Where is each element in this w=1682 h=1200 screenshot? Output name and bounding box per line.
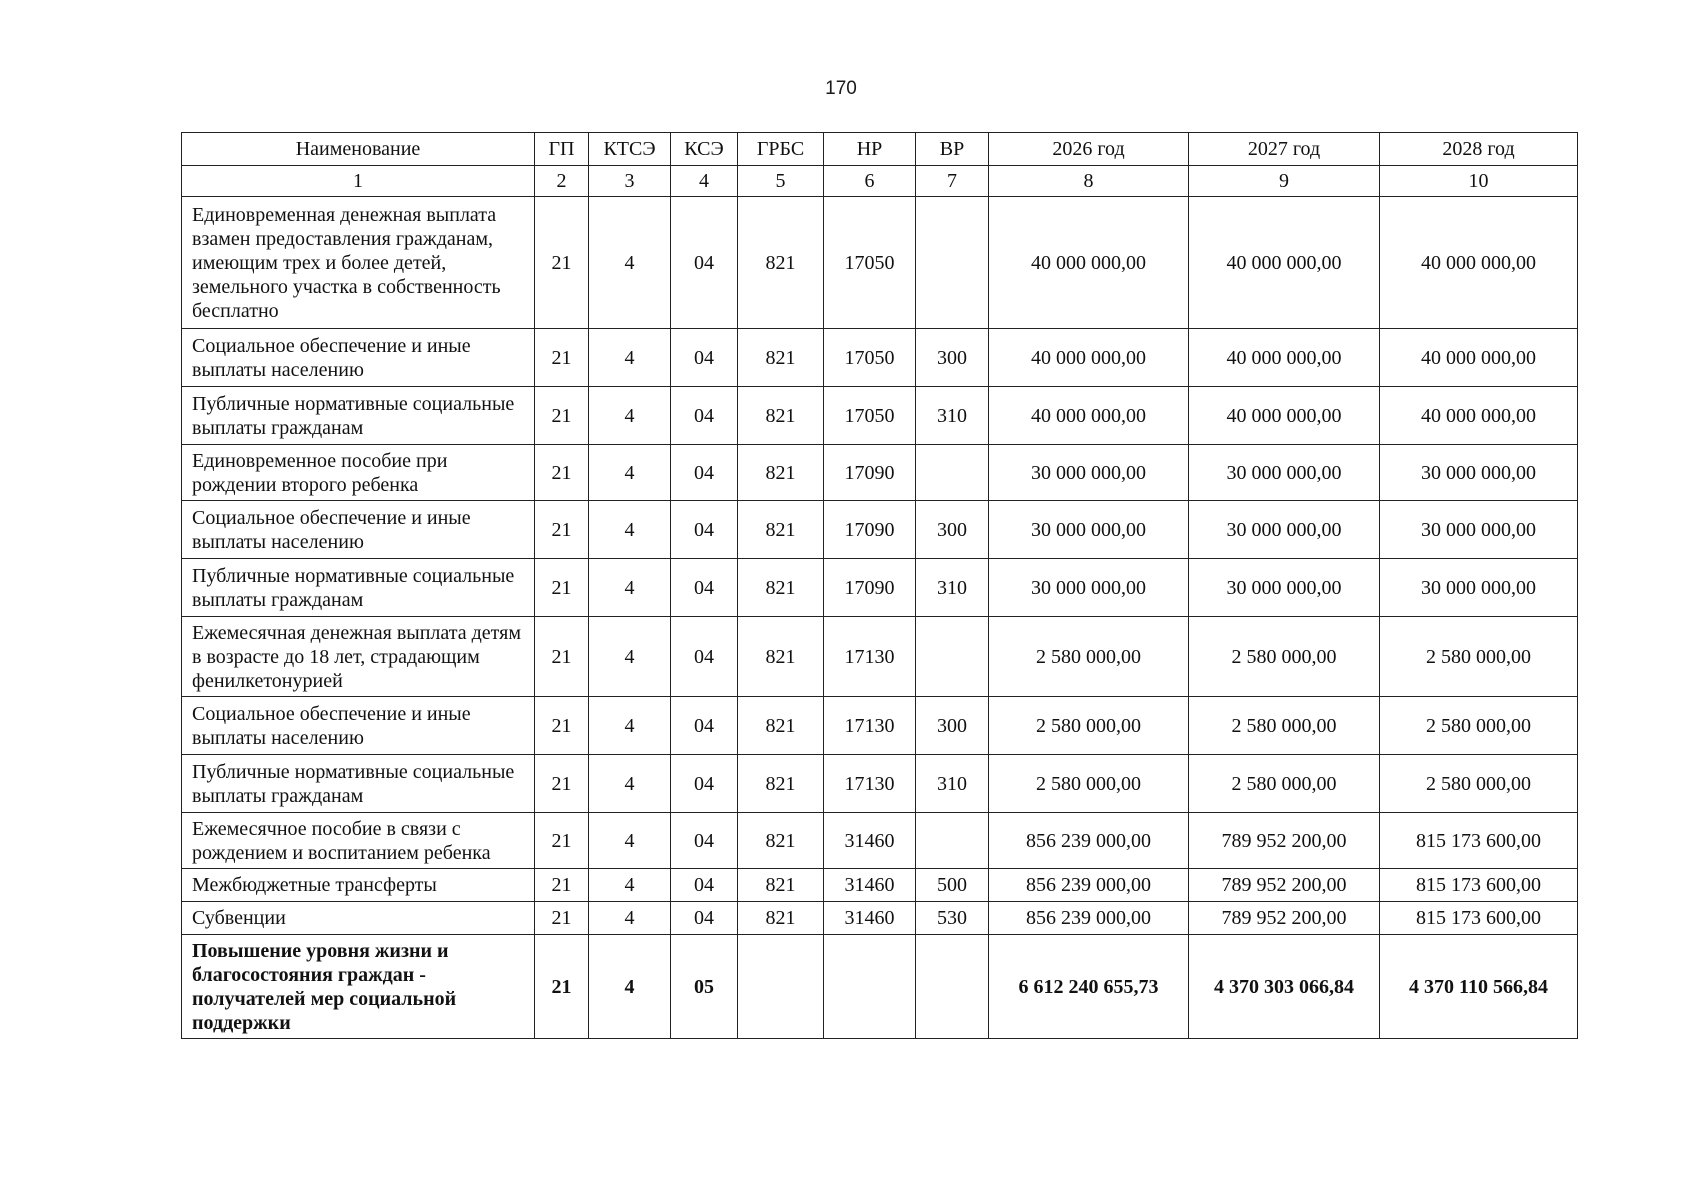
- header-2028: 2028 год: [1380, 133, 1578, 166]
- amount-2026-cell: 40 000 000,00: [989, 197, 1189, 329]
- column-number: 5: [738, 166, 824, 197]
- kse-cell: 04: [671, 197, 738, 329]
- table-row: [182, 617, 1578, 697]
- amount-2027-cell: 2 580 000,00: [1189, 697, 1380, 755]
- amount-2026-cell: 2 580 000,00: [989, 755, 1189, 813]
- ktse-cell: 4: [589, 813, 671, 869]
- amount-2026-cell: 2 580 000,00: [989, 617, 1189, 697]
- ktse-cell: 4: [589, 902, 671, 935]
- amount-2026-cell: 30 000 000,00: [989, 501, 1189, 559]
- gp-cell: 21: [535, 869, 589, 902]
- nr-cell: 17130: [824, 617, 916, 697]
- row-name-cell: Социальное обеспечение и иные выплаты населению: [182, 697, 535, 755]
- row-name-cell: Единовременное пособие при рождении второго ребенка: [182, 445, 535, 501]
- kse-cell: 04: [671, 697, 738, 755]
- row-name-cell: Единовременная денежная выплата взамен предоставления гражданам, имеющим трех и более детей, земельного участка в собственность бесплатно: [182, 197, 535, 329]
- gp-cell: 21: [535, 559, 589, 617]
- nr-cell: 31460: [824, 902, 916, 935]
- header-grbs: ГРБС: [738, 133, 824, 166]
- gp-cell: 21: [535, 197, 589, 329]
- vr-cell: 310: [916, 387, 989, 445]
- amount-2028-cell: 30 000 000,00: [1380, 559, 1578, 617]
- nr-cell: 17050: [824, 329, 916, 387]
- kse-cell: 04: [671, 387, 738, 445]
- vr-cell: 300: [916, 697, 989, 755]
- header-gp: ГП: [535, 133, 589, 166]
- table-row: [182, 329, 1578, 387]
- ktse-cell: 4: [589, 617, 671, 697]
- table-row-total: [182, 935, 1578, 1039]
- amount-2027-cell: 30 000 000,00: [1189, 501, 1380, 559]
- amount-2028-cell: 30 000 000,00: [1380, 501, 1578, 559]
- amount-2028-cell: 815 173 600,00: [1380, 813, 1578, 869]
- kse-cell: 04: [671, 445, 738, 501]
- ktse-cell: 4: [589, 197, 671, 329]
- header-name: Наименование: [182, 133, 535, 166]
- table-row: [182, 755, 1578, 813]
- nr-cell: 17090: [824, 501, 916, 559]
- table-row: [182, 387, 1578, 445]
- grbs-cell: 821: [738, 329, 824, 387]
- kse-cell: 04: [671, 755, 738, 813]
- amount-2026-cell: 6 612 240 655,73: [989, 935, 1189, 1039]
- row-name-cell: Социальное обеспечение и иные выплаты населению: [182, 501, 535, 559]
- row-name-cell: Повышение уровня жизни и благосостояния граждан - получателей мер социальной поддержки: [182, 935, 535, 1039]
- kse-cell: 04: [671, 902, 738, 935]
- table-row: [182, 813, 1578, 869]
- kse-cell: 04: [671, 617, 738, 697]
- amount-2026-cell: 2 580 000,00: [989, 697, 1189, 755]
- amount-2027-cell: 789 952 200,00: [1189, 869, 1380, 902]
- amount-2027-cell: 30 000 000,00: [1189, 559, 1380, 617]
- nr-cell: 17050: [824, 387, 916, 445]
- grbs-cell: 821: [738, 902, 824, 935]
- nr-cell: 17050: [824, 197, 916, 329]
- amount-2026-cell: 40 000 000,00: [989, 329, 1189, 387]
- amount-2027-cell: 789 952 200,00: [1189, 902, 1380, 935]
- ktse-cell: 4: [589, 935, 671, 1039]
- grbs-cell: [738, 935, 824, 1039]
- column-number-row: [182, 166, 1578, 197]
- header-2027: 2027 год: [1189, 133, 1380, 166]
- gp-cell: 21: [535, 387, 589, 445]
- gp-cell: 21: [535, 935, 589, 1039]
- grbs-cell: 821: [738, 617, 824, 697]
- gp-cell: 21: [535, 755, 589, 813]
- amount-2026-cell: 856 239 000,00: [989, 813, 1189, 869]
- table-row: [182, 445, 1578, 501]
- row-name-cell: Ежемесячное пособие в связи с рождением и воспитанием ребенка: [182, 813, 535, 869]
- ktse-cell: 4: [589, 329, 671, 387]
- budget-table: [181, 132, 1578, 1039]
- amount-2028-cell: 815 173 600,00: [1380, 902, 1578, 935]
- amount-2027-cell: 40 000 000,00: [1189, 387, 1380, 445]
- ktse-cell: 4: [589, 755, 671, 813]
- column-number: 2: [535, 166, 589, 197]
- gp-cell: 21: [535, 445, 589, 501]
- column-number: 9: [1189, 166, 1380, 197]
- nr-cell: 31460: [824, 869, 916, 902]
- ktse-cell: 4: [589, 387, 671, 445]
- kse-cell: 04: [671, 329, 738, 387]
- amount-2028-cell: 2 580 000,00: [1380, 755, 1578, 813]
- amount-2027-cell: 30 000 000,00: [1189, 445, 1380, 501]
- nr-cell: 31460: [824, 813, 916, 869]
- vr-cell: 500: [916, 869, 989, 902]
- kse-cell: 04: [671, 813, 738, 869]
- column-number: 3: [589, 166, 671, 197]
- amount-2028-cell: 40 000 000,00: [1380, 197, 1578, 329]
- column-number: 10: [1380, 166, 1578, 197]
- ktse-cell: 4: [589, 445, 671, 501]
- gp-cell: 21: [535, 902, 589, 935]
- nr-cell: [824, 935, 916, 1039]
- amount-2027-cell: 40 000 000,00: [1189, 197, 1380, 329]
- row-name-cell: Социальное обеспечение и иные выплаты населению: [182, 329, 535, 387]
- row-name-cell: Публичные нормативные социальные выплаты гражданам: [182, 755, 535, 813]
- amount-2027-cell: 789 952 200,00: [1189, 813, 1380, 869]
- nr-cell: 17090: [824, 445, 916, 501]
- amount-2027-cell: 2 580 000,00: [1189, 755, 1380, 813]
- ktse-cell: 4: [589, 697, 671, 755]
- amount-2026-cell: 30 000 000,00: [989, 559, 1189, 617]
- nr-cell: 17090: [824, 559, 916, 617]
- header-row: [182, 133, 1578, 166]
- grbs-cell: 821: [738, 813, 824, 869]
- amount-2028-cell: 40 000 000,00: [1380, 329, 1578, 387]
- header-nr: НР: [824, 133, 916, 166]
- amount-2027-cell: 2 580 000,00: [1189, 617, 1380, 697]
- amount-2027-cell: 40 000 000,00: [1189, 329, 1380, 387]
- amount-2028-cell: 40 000 000,00: [1380, 387, 1578, 445]
- nr-cell: 17130: [824, 755, 916, 813]
- vr-cell: 300: [916, 329, 989, 387]
- column-number: 4: [671, 166, 738, 197]
- header-2026: 2026 год: [989, 133, 1189, 166]
- vr-cell: 300: [916, 501, 989, 559]
- table-row: [182, 869, 1578, 902]
- kse-cell: 04: [671, 501, 738, 559]
- gp-cell: 21: [535, 813, 589, 869]
- vr-cell: 310: [916, 755, 989, 813]
- amount-2028-cell: 30 000 000,00: [1380, 445, 1578, 501]
- gp-cell: 21: [535, 617, 589, 697]
- header-vr: ВР: [916, 133, 989, 166]
- amount-2028-cell: 2 580 000,00: [1380, 617, 1578, 697]
- vr-cell: [916, 935, 989, 1039]
- row-name-cell: Межбюджетные трансферты: [182, 869, 535, 902]
- table-row: [182, 559, 1578, 617]
- gp-cell: 21: [535, 501, 589, 559]
- table-row: [182, 697, 1578, 755]
- column-number: 1: [182, 166, 535, 197]
- row-name-cell: Субвенции: [182, 902, 535, 935]
- ktse-cell: 4: [589, 559, 671, 617]
- ktse-cell: 4: [589, 501, 671, 559]
- grbs-cell: 821: [738, 197, 824, 329]
- amount-2028-cell: 815 173 600,00: [1380, 869, 1578, 902]
- table-row: [182, 501, 1578, 559]
- grbs-cell: 821: [738, 869, 824, 902]
- kse-cell: 04: [671, 869, 738, 902]
- vr-cell: [916, 445, 989, 501]
- header-ktse: КТСЭ: [589, 133, 671, 166]
- column-number: 7: [916, 166, 989, 197]
- page-number: 170: [825, 78, 857, 99]
- amount-2027-cell: 4 370 303 066,84: [1189, 935, 1380, 1039]
- vr-cell: [916, 617, 989, 697]
- header-kse: КСЭ: [671, 133, 738, 166]
- kse-cell: 05: [671, 935, 738, 1039]
- table-row: [182, 197, 1578, 329]
- grbs-cell: 821: [738, 501, 824, 559]
- vr-cell: 530: [916, 902, 989, 935]
- row-name-cell: Публичные нормативные социальные выплаты гражданам: [182, 559, 535, 617]
- amount-2026-cell: 30 000 000,00: [989, 445, 1189, 501]
- column-number: 8: [989, 166, 1189, 197]
- table-row: [182, 902, 1578, 935]
- column-number: 6: [824, 166, 916, 197]
- gp-cell: 21: [535, 329, 589, 387]
- row-name-cell: Ежемесячная денежная выплата детям в возрасте до 18 лет, страдающим фенилкетонурией: [182, 617, 535, 697]
- ktse-cell: 4: [589, 869, 671, 902]
- grbs-cell: 821: [738, 445, 824, 501]
- amount-2028-cell: 2 580 000,00: [1380, 697, 1578, 755]
- grbs-cell: 821: [738, 755, 824, 813]
- grbs-cell: 821: [738, 387, 824, 445]
- vr-cell: 310: [916, 559, 989, 617]
- amount-2026-cell: 856 239 000,00: [989, 869, 1189, 902]
- amount-2028-cell: 4 370 110 566,84: [1380, 935, 1578, 1039]
- vr-cell: [916, 197, 989, 329]
- vr-cell: [916, 813, 989, 869]
- gp-cell: 21: [535, 697, 589, 755]
- amount-2026-cell: 40 000 000,00: [989, 387, 1189, 445]
- nr-cell: 17130: [824, 697, 916, 755]
- kse-cell: 04: [671, 559, 738, 617]
- grbs-cell: 821: [738, 697, 824, 755]
- grbs-cell: 821: [738, 559, 824, 617]
- row-name-cell: Публичные нормативные социальные выплаты гражданам: [182, 387, 535, 445]
- amount-2026-cell: 856 239 000,00: [989, 902, 1189, 935]
